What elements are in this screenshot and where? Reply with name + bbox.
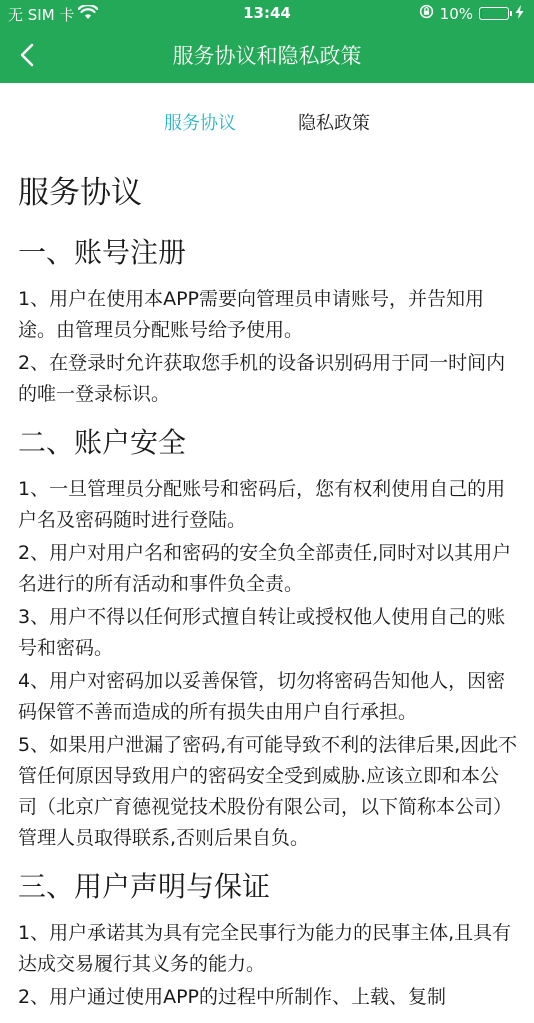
battery-percent: 10% [439, 4, 473, 23]
status-bar [0, 0, 534, 28]
paragraph: 2、用户通过使用APP的过程中所制作、上载、复制 [18, 986, 447, 1008]
paragraph: 5、如果用户泄漏了密码,有可能导致不利的法律后果,因此不管任何原因导致用户的密码安全受到威胁.应该立即和本公司（北京广育德视觉技术股份有限公司，以下简称本公司）管理人员取得联系,否则后果自负。 [18, 734, 518, 849]
charging-bolt-icon [515, 5, 524, 23]
agreement-content [18, 168, 518, 1023]
paragraph: 1、用户在使用本APP需要向管理员申请账号，并告知用途。由管理员分配账号给予使用。 [18, 288, 485, 341]
header-bar [0, 0, 534, 83]
battery-level-fill [481, 9, 482, 18]
page-title: 服务协议和隐私政策 [172, 44, 362, 68]
orientation-lock-icon [419, 4, 434, 23]
navigation-bar [0, 28, 534, 83]
section-account-security [18, 420, 518, 854]
tab-service-agreement[interactable]: 服务协议 [164, 113, 236, 134]
paragraph: 1、一旦管理员分配账号和密码后，您有权利使用自己的用户名及密码随时进行登陆。 [18, 478, 506, 531]
section-user-declaration [18, 864, 518, 1013]
section-heading: 三、用户声明与保证 [18, 870, 271, 903]
section-heading: 二、账户安全 [18, 426, 187, 459]
document-title: 服务协议 [18, 175, 142, 211]
paragraph: 2、在登录时允许获取您手机的设备识别码用于同一时间内的唯一登录标识。 [18, 352, 506, 405]
status-right [419, 4, 524, 23]
paragraph: 4、用户对密码加以妥善保管，切勿将密码告知他人，因密码保管不善而造成的所有损失由用户自行承担。 [18, 670, 506, 723]
paragraph: 1、用户承诺其为具有完全民事行为能力的民事主体,且具有达成交易履行其义务的能力。 [18, 922, 512, 975]
section-account-registration [18, 230, 518, 410]
tab-privacy-policy[interactable]: 隐私政策 [298, 113, 370, 134]
paragraph: 2、用户对用户名和密码的安全负全部责任,同时对以其用户名进行的所有活动和事件负全责。 [18, 542, 512, 595]
battery-icon [479, 7, 509, 20]
status-time: 13:44 [243, 4, 291, 22]
tab-bar [0, 83, 534, 161]
paragraph: 3、用户不得以任何形式擅自转让或授权他人使用自己的账号和密码。 [18, 606, 506, 659]
section-heading: 一、账号注册 [18, 236, 187, 269]
carrier-label: 无 SIM 卡 [8, 6, 75, 24]
